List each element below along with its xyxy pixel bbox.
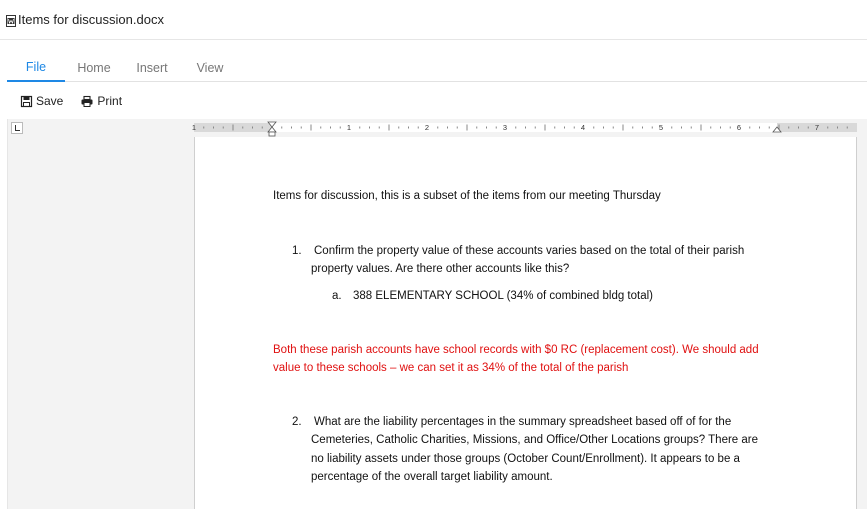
ruler-number: 4 — [580, 123, 586, 132]
item-1-line: property values. Are there other accounts like this? — [311, 263, 570, 275]
horizontal-ruler[interactable] — [191, 119, 857, 137]
ruler-number: 5 — [658, 123, 664, 132]
list-number-2: 2. — [292, 416, 302, 428]
window-title: Items for discussion.docx — [18, 12, 164, 27]
save-icon — [21, 96, 32, 107]
tab-file[interactable]: File — [7, 53, 65, 82]
item-2-line: What are the liability percentages in the summary spreadsheet based off of for the — [314, 416, 732, 428]
ruler-number: 1 — [346, 123, 352, 132]
note-line: value to these schools – we can set it as 34% of the total of the parish — [273, 362, 629, 374]
tab-view[interactable]: View — [196, 60, 224, 75]
document-page[interactable] — [194, 137, 857, 509]
sub-item-a: 388 ELEMENTARY SCHOOL (34% of combined bldg total) — [353, 290, 653, 302]
printer-icon — [81, 96, 93, 107]
ruler-number: 1 — [191, 123, 197, 132]
save-button[interactable] — [21, 94, 63, 108]
print-label: Print — [97, 94, 123, 108]
item-2-line: percentage of the overall target liability amount. — [311, 471, 553, 483]
ruler-number: 3 — [502, 123, 508, 132]
title-bar — [0, 0, 867, 40]
print-button[interactable] — [81, 94, 122, 108]
list-number-1: 1. — [292, 245, 302, 257]
item-1-line: Confirm the property value of these accounts varies based on the total of their parish — [314, 245, 745, 257]
ruler-number: 6 — [736, 123, 742, 132]
tab-home[interactable]: Home — [77, 60, 111, 75]
left-margin-panel — [7, 119, 197, 509]
toolbar — [7, 83, 867, 119]
sub-list-letter: a. — [332, 290, 342, 302]
intro-paragraph: Items for discussion, this is a subset of the items from our meeting Thursday — [273, 190, 661, 202]
item-2-line: no liability assets under those groups (October Count/Enrollment). It appears to be a — [311, 453, 740, 465]
tab-stop-selector-icon[interactable] — [11, 122, 23, 134]
ruler-number: 2 — [424, 123, 430, 132]
note-line: Both these parish accounts have school records with $0 RC (replacement cost). We should add — [273, 344, 759, 356]
word-document-icon — [6, 14, 16, 26]
ruler-number: 7 — [814, 123, 820, 132]
ribbon-tabs — [7, 53, 867, 82]
save-label: Save — [36, 94, 64, 108]
item-2-line: Cemeteries, Catholic Charities, Missions, and Office/Other Locations groups? There are — [311, 434, 759, 446]
tab-insert[interactable]: Insert — [136, 60, 168, 75]
right-margin-panel — [857, 119, 867, 509]
